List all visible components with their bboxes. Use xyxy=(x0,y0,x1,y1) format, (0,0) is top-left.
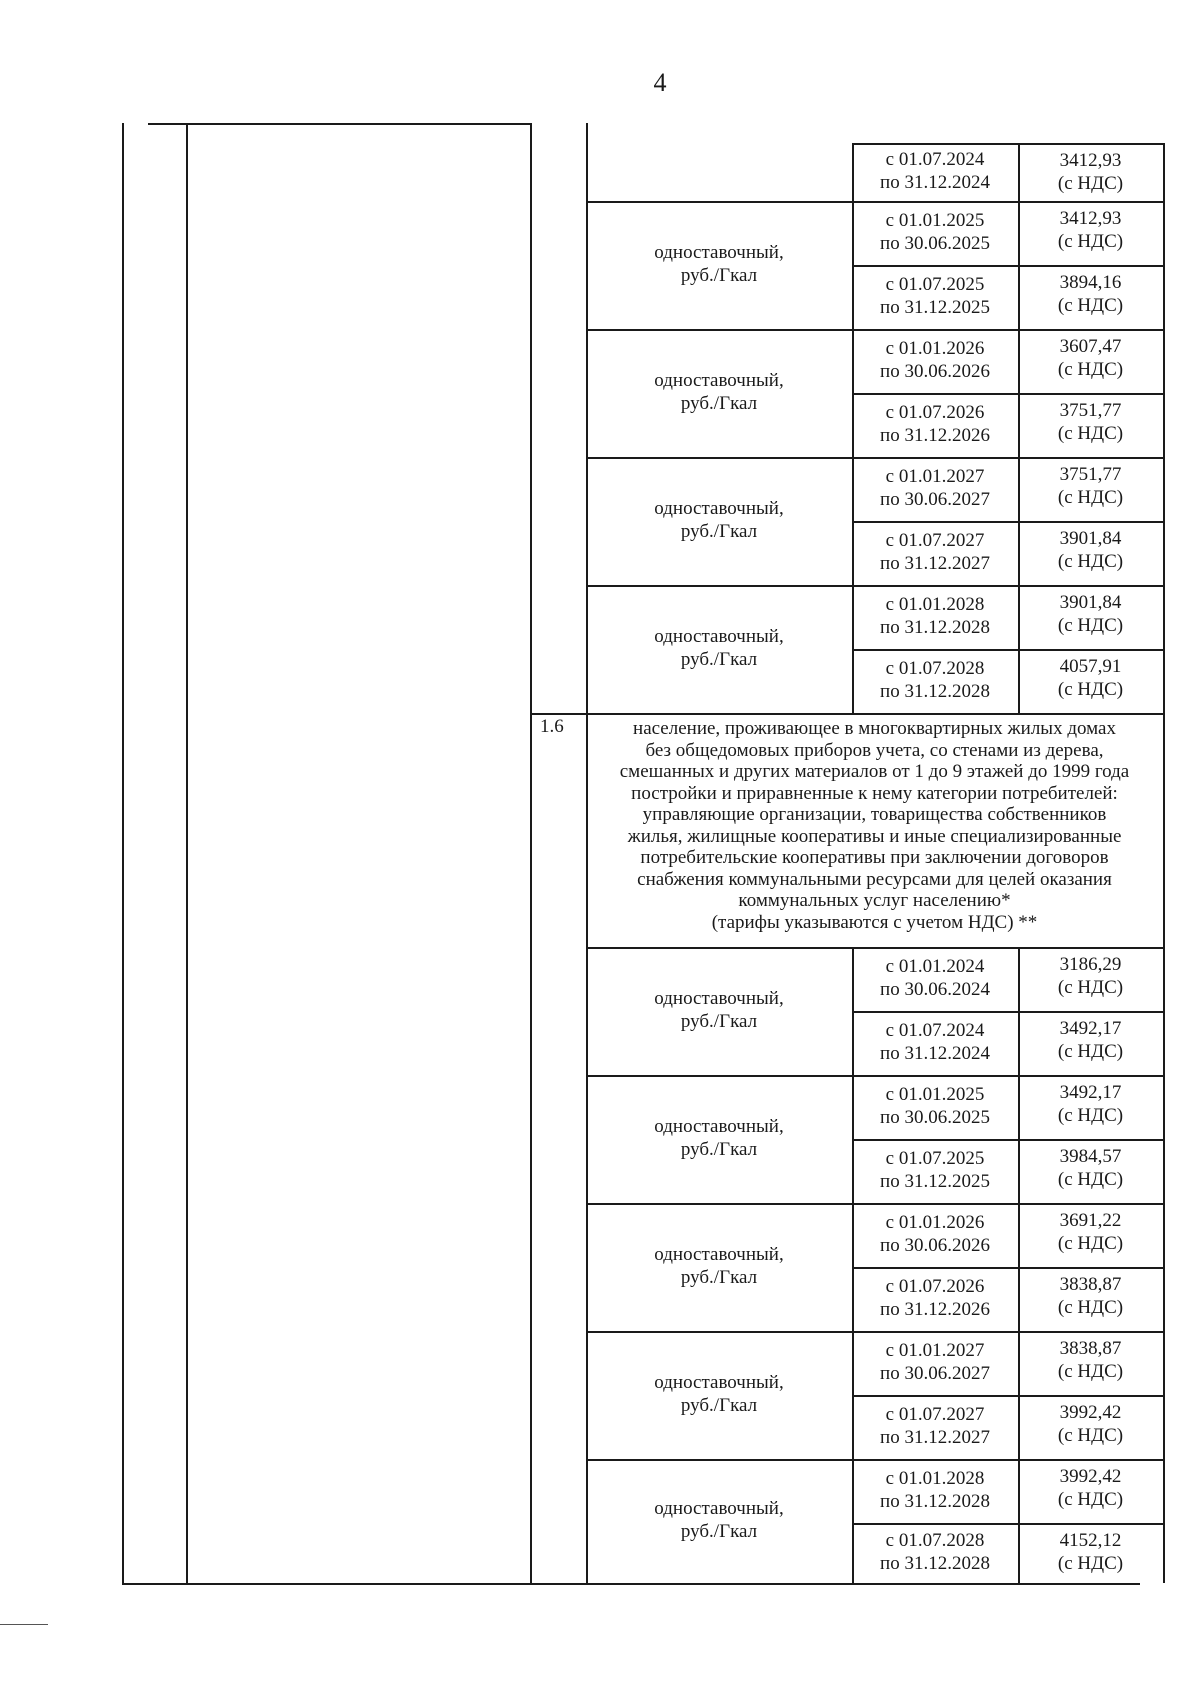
tariff-value-cell xyxy=(1018,1145,1163,1191)
tariff-value-cell xyxy=(1018,527,1163,573)
period-cell-line: с 01.07.2025 xyxy=(885,1148,985,1169)
period-cell-line: по 31.12.2025 xyxy=(880,297,990,318)
col-2-divider xyxy=(530,123,532,1583)
tariff-type-label xyxy=(586,1371,852,1417)
period-cell xyxy=(852,593,1018,639)
period-cell-line: по 31.12.2025 xyxy=(880,1171,990,1192)
right-border xyxy=(1163,713,1165,947)
category-description-line: снабжения коммунальными ресурсами для целей оказания xyxy=(637,868,1112,890)
group-top-border xyxy=(586,201,1163,203)
tariff-value-cell-line: 4057,91 xyxy=(1059,656,1122,677)
period-cell-line: с 01.01.2026 xyxy=(885,1212,985,1233)
category-description-line: без общедомовых приборов учета, со стенами из дерева, xyxy=(645,739,1104,761)
period-cell-line: с 01.01.2025 xyxy=(885,210,985,231)
period-cell xyxy=(852,657,1018,703)
tariff-value-cell-line: (с НДС) xyxy=(1057,359,1124,380)
period-cell-line: по 31.12.2028 xyxy=(880,1553,990,1574)
tariff-value-cell-line: 3691,22 xyxy=(1059,1210,1122,1231)
tariff-value-cell xyxy=(1018,335,1163,381)
tariff-value-cell-line: (с НДС) xyxy=(1057,1041,1124,1062)
period-cell xyxy=(852,1529,1018,1575)
tariff-type-label-line: одноставочный, xyxy=(654,498,784,519)
table-top-border xyxy=(148,123,532,125)
tariff-type-label-line: одноставочный, xyxy=(654,988,784,1009)
tariff-value-cell-line: (с НДС) xyxy=(1057,1105,1124,1126)
tariff-type-label-line: руб./Гкал xyxy=(680,265,758,286)
period-cell-line: с 01.01.2028 xyxy=(885,1468,985,1489)
period-cell-line: по 30.06.2026 xyxy=(880,361,990,382)
tariff-value-cell-line: (с НДС) xyxy=(1057,679,1124,700)
tariff-value-cell-line: (с НДС) xyxy=(1057,1169,1124,1190)
tariff-type-label-line: руб./Гкал xyxy=(680,1267,758,1288)
group-top-border xyxy=(586,1331,1163,1333)
period-cell-line: по 30.06.2024 xyxy=(880,979,990,1000)
tariff-type-label-line: одноставочный, xyxy=(654,1244,784,1265)
period-cell-line: с 01.07.2028 xyxy=(885,658,985,679)
tariff-type-label-line: руб./Гкал xyxy=(680,521,758,542)
right-border xyxy=(1163,1331,1165,1459)
tariff-type-label xyxy=(586,1497,852,1543)
group-top-border xyxy=(586,329,1163,331)
period-cell xyxy=(852,401,1018,447)
tariff-value-cell xyxy=(1018,1529,1163,1575)
tariff-value-cell-line: (с НДС) xyxy=(1057,551,1124,572)
period-cell xyxy=(852,1339,1018,1385)
period-cell xyxy=(852,337,1018,383)
period-cell-line: с 01.01.2028 xyxy=(885,594,985,615)
tariff-type-label xyxy=(586,497,852,543)
tariff-value-cell-line: 3412,93 xyxy=(1059,208,1122,229)
section-divider xyxy=(530,713,1163,715)
category-description-line: жилья, жилищные кооперативы и иные специализированные xyxy=(627,825,1122,847)
tariff-value-cell-line: (с НДС) xyxy=(1057,423,1124,444)
period-cell xyxy=(852,1467,1018,1513)
period-cell-line: по 31.12.2024 xyxy=(880,1043,990,1064)
row-divider xyxy=(852,1523,1163,1525)
tariff-value-cell xyxy=(1018,463,1163,509)
row-divider xyxy=(852,1267,1163,1269)
tariff-value-cell xyxy=(1018,149,1163,195)
category-description-line: смешанных и других материалов от 1 до 9 этажей до 1999 года xyxy=(619,761,1130,782)
tariff-value-cell-line: 3838,87 xyxy=(1059,1274,1122,1295)
group-top-border xyxy=(586,1459,1163,1461)
tariff-value-cell-line: (с НДС) xyxy=(1057,977,1124,998)
group-top-border xyxy=(586,1203,1163,1205)
tariff-type-label-line: одноставочный, xyxy=(654,626,784,647)
period-cell-line: по 31.12.2026 xyxy=(880,425,990,446)
tariff-value-cell xyxy=(1018,1465,1163,1511)
tariff-type-label-line: руб./Гкал xyxy=(680,1395,758,1416)
tariff-type-label-line: одноставочный, xyxy=(654,242,784,263)
table-bottom-border xyxy=(122,1583,1140,1585)
tariff-value-cell-line: 3992,42 xyxy=(1059,1402,1122,1423)
tariff-value-cell xyxy=(1018,1209,1163,1255)
tariff-type-label-line: руб./Гкал xyxy=(680,1011,758,1032)
page-number: 4 xyxy=(653,68,667,97)
period-cell xyxy=(852,529,1018,575)
row-divider xyxy=(852,1139,1163,1141)
period-cell-line: с 01.07.2024 xyxy=(885,149,985,170)
period-cell xyxy=(852,148,1018,194)
right-border xyxy=(1163,585,1165,713)
period-cell-line: по 31.12.2024 xyxy=(880,172,990,193)
period-cell-line: по 31.12.2028 xyxy=(880,617,990,638)
tariff-type-label xyxy=(586,369,852,415)
col-1-divider xyxy=(186,123,188,1583)
tariff-value-cell xyxy=(1018,1401,1163,1447)
tariff-type-label-line: руб./Гкал xyxy=(680,393,758,414)
tariff-value-cell xyxy=(1018,207,1163,253)
period-cell xyxy=(852,1083,1018,1129)
period-cell-line: с 01.07.2027 xyxy=(885,1404,985,1425)
row-divider xyxy=(852,393,1163,395)
tariff-type-label-line: руб./Гкал xyxy=(680,1139,758,1160)
tariff-value-cell-line: 4152,12 xyxy=(1059,1530,1122,1551)
row-divider xyxy=(852,649,1163,651)
period-cell-line: по 30.06.2025 xyxy=(880,1107,990,1128)
right-border xyxy=(1163,1075,1165,1203)
period-cell xyxy=(852,209,1018,255)
tariff-value-cell-line: (с НДС) xyxy=(1057,231,1124,252)
period-cell-line: по 31.12.2027 xyxy=(880,1427,990,1448)
tariff-value-cell-line: 3901,84 xyxy=(1059,528,1122,549)
margin-mark xyxy=(0,1624,48,1625)
tariff-type-label-line: одноставочный, xyxy=(654,1372,784,1393)
tariff-value-cell-line: (с НДС) xyxy=(1057,1297,1124,1318)
table-left-border xyxy=(122,123,124,1583)
tariff-type-label-line: руб./Гкал xyxy=(680,1521,758,1542)
row-divider xyxy=(852,265,1163,267)
tariff-type-label xyxy=(586,987,852,1033)
period-cell-line: с 01.07.2026 xyxy=(885,1276,985,1297)
group-top-border xyxy=(586,1075,1163,1077)
period-cell xyxy=(852,1019,1018,1065)
tariff-value-cell-line: (с НДС) xyxy=(1057,1425,1124,1446)
tariff-value-cell xyxy=(1018,1081,1163,1127)
period-cell-line: с 01.07.2028 xyxy=(885,1530,985,1551)
tariff-type-label xyxy=(586,625,852,671)
right-border xyxy=(1163,1203,1165,1331)
period-cell-line: с 01.07.2025 xyxy=(885,274,985,295)
period-cell xyxy=(852,465,1018,511)
group-top-border xyxy=(852,143,1163,145)
category-description-line: постройки и приравненные к нему категории потребителей: xyxy=(631,782,1118,804)
tariff-value-cell-line: 3751,77 xyxy=(1059,400,1122,421)
tariff-value-cell xyxy=(1018,953,1163,999)
tariff-value-cell-line: 3894,16 xyxy=(1059,272,1122,293)
period-cell xyxy=(852,1211,1018,1257)
tariff-value-cell-line: 3838,87 xyxy=(1059,1338,1122,1359)
period-cell-line: с 01.01.2027 xyxy=(885,1340,985,1361)
period-cell-line: по 31.12.2027 xyxy=(880,553,990,574)
right-border xyxy=(1163,947,1165,1075)
period-cell-line: по 31.12.2028 xyxy=(880,1491,990,1512)
period-cell-line: с 01.07.2026 xyxy=(885,402,985,423)
period-cell-line: с 01.01.2026 xyxy=(885,338,985,359)
period-cell-line: по 30.06.2027 xyxy=(880,489,990,510)
tariff-value-cell-line: 3992,42 xyxy=(1059,1466,1122,1487)
tariff-value-cell-line: (с НДС) xyxy=(1057,615,1124,636)
period-cell-line: с 01.07.2027 xyxy=(885,530,985,551)
row-divider xyxy=(852,1395,1163,1397)
group-top-border xyxy=(586,457,1163,459)
tariff-value-cell-line: (с НДС) xyxy=(1057,487,1124,508)
category-description-line: потребительские кооперативы при заключении договоров xyxy=(640,847,1109,868)
period-cell-line: по 31.12.2028 xyxy=(880,681,990,702)
tariff-value-cell xyxy=(1018,1017,1163,1063)
row-divider xyxy=(852,521,1163,523)
tariff-value-cell-line: 3412,93 xyxy=(1059,150,1122,171)
period-cell-line: по 30.06.2025 xyxy=(880,233,990,254)
tariff-value-cell-line: 3492,17 xyxy=(1059,1082,1122,1103)
right-border xyxy=(1163,457,1165,585)
tariff-type-label xyxy=(586,241,852,287)
tariff-value-cell-line: (с НДС) xyxy=(1057,1361,1124,1382)
row-number: 1.6 xyxy=(540,716,564,737)
tariff-value-cell-line: 3607,47 xyxy=(1059,336,1122,357)
tariff-type-label xyxy=(586,1243,852,1289)
category-description-line: коммунальных услуг населению* xyxy=(738,890,1011,911)
tariff-type-label-line: одноставочный, xyxy=(654,1498,784,1519)
right-border xyxy=(1163,1459,1165,1583)
right-border xyxy=(1163,329,1165,457)
right-border xyxy=(1163,201,1165,329)
tariff-value-cell-line: (с НДС) xyxy=(1057,173,1124,194)
period-cell-line: по 30.06.2026 xyxy=(880,1235,990,1256)
tariff-value-cell xyxy=(1018,1337,1163,1383)
tariff-value-cell-line: 3492,17 xyxy=(1059,1018,1122,1039)
tariff-value-cell xyxy=(1018,655,1163,701)
right-border xyxy=(1163,143,1165,201)
tariff-type-label-line: одноставочный, xyxy=(654,370,784,391)
tariff-value-cell-line: 3186,29 xyxy=(1059,954,1122,975)
tariff-value-cell-line: (с НДС) xyxy=(1057,1233,1124,1254)
category-description xyxy=(586,718,1163,933)
tariff-value-cell-line: (с НДС) xyxy=(1057,1553,1124,1574)
tariff-value-cell-line: 3984,57 xyxy=(1059,1146,1122,1167)
period-cell-line: с 01.07.2024 xyxy=(885,1020,985,1041)
tariff-type-label-line: одноставочный, xyxy=(654,1116,784,1137)
category-description-line: население, проживающее в многоквартирных жилых домах xyxy=(633,718,1116,739)
category-description-line: управляющие организации, товарищества собственников xyxy=(642,804,1107,825)
tariff-value-cell xyxy=(1018,271,1163,317)
tariff-value-cell xyxy=(1018,1273,1163,1319)
tariff-value-cell-line: 3901,84 xyxy=(1059,592,1122,613)
tariff-value-cell xyxy=(1018,591,1163,637)
category-description-line: (тарифы указываются с учетом НДС) ** xyxy=(711,911,1038,933)
period-cell-line: с 01.01.2025 xyxy=(885,1084,985,1105)
period-cell xyxy=(852,1147,1018,1193)
period-cell-line: с 01.01.2027 xyxy=(885,466,985,487)
group-top-border xyxy=(586,947,1163,949)
period-cell xyxy=(852,955,1018,1001)
period-cell-line: с 01.01.2024 xyxy=(885,956,985,977)
tariff-value-cell-line: (с НДС) xyxy=(1057,295,1124,316)
tariff-type-label-line: руб./Гкал xyxy=(680,649,758,670)
tariff-value-cell-line: 3751,77 xyxy=(1059,464,1122,485)
period-cell xyxy=(852,1403,1018,1449)
period-cell-line: по 31.12.2026 xyxy=(880,1299,990,1320)
period-cell-line: по 30.06.2027 xyxy=(880,1363,990,1384)
tariff-value-cell xyxy=(1018,399,1163,445)
tariff-type-label xyxy=(586,1115,852,1161)
period-cell xyxy=(852,1275,1018,1321)
period-cell xyxy=(852,273,1018,319)
group-top-border xyxy=(586,585,1163,587)
tariff-value-cell-line: (с НДС) xyxy=(1057,1489,1124,1510)
row-divider xyxy=(852,1011,1163,1013)
